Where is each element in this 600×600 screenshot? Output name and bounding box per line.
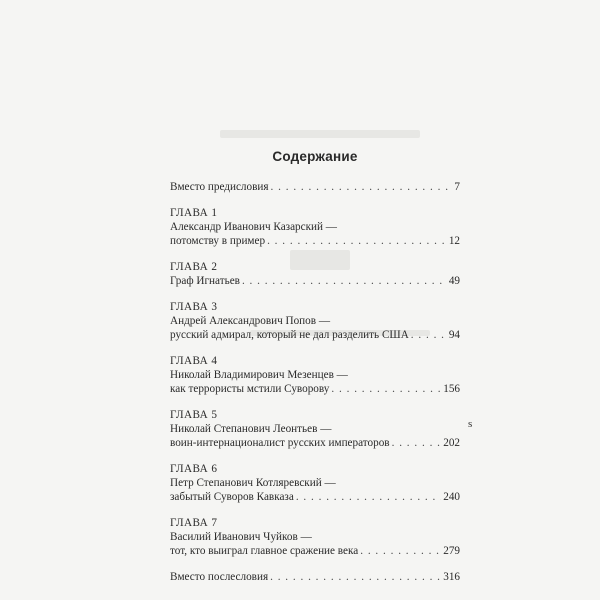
- dot-leader: [392, 436, 442, 450]
- chapter-title: Николай Степанович Леонтьев —: [170, 423, 332, 435]
- page-number: 94: [448, 329, 460, 341]
- toc-title: Содержание: [272, 149, 358, 164]
- toc-line: [170, 234, 460, 248]
- page-number: 12: [448, 235, 460, 247]
- entry-title: Вместо предисловия: [170, 181, 269, 193]
- page-number: 316: [443, 571, 460, 583]
- dot-leader: [411, 328, 447, 342]
- margin-mark: ѕ: [468, 418, 473, 430]
- dot-leader: [242, 274, 447, 288]
- toc-entry-afterword: [170, 570, 460, 584]
- entry-title: Вместо послесловия: [170, 571, 269, 583]
- chapter-subtitle: русский адмирал, который не дал разделить США: [170, 329, 409, 341]
- page-number: 202: [443, 437, 460, 449]
- toc-line: [170, 382, 460, 396]
- chapter-title: Александр Иванович Казарский —: [170, 221, 337, 233]
- toc-line: [170, 328, 460, 342]
- page-number: 156: [443, 383, 460, 395]
- dot-leader: [331, 382, 441, 396]
- chapter-label: ГЛАВА 7: [170, 517, 218, 529]
- chapter-title: Николай Владимирович Мезенцев —: [170, 369, 348, 381]
- chapter-title: Петр Степанович Котляревский —: [170, 477, 336, 489]
- chapter-subtitle: потомству в пример: [170, 235, 266, 247]
- dot-leader: [360, 544, 441, 558]
- dot-leader: [296, 490, 441, 504]
- toc-entry-chapter-6: [170, 462, 460, 504]
- toc-entry-chapter-7: [170, 516, 460, 558]
- chapter-subtitle: тот, кто выиграл главное сражение века: [170, 545, 359, 557]
- chapter-label: ГЛАВА 2: [170, 261, 218, 273]
- toc-entry-chapter-2: [170, 260, 460, 288]
- toc-entry-preface: [170, 180, 460, 194]
- chapter-subtitle: воин-интернационалист русских императоров: [170, 437, 390, 449]
- toc-line: [170, 544, 460, 558]
- toc-line: [170, 490, 460, 504]
- chapter-subtitle: как террористы мстили Суворову: [170, 383, 330, 395]
- chapter-label: ГЛАВА 1: [170, 207, 218, 219]
- chapter-label: ГЛАВА 6: [170, 463, 218, 475]
- toc-entry-chapter-5: [170, 408, 460, 450]
- toc-entry-chapter-3: [170, 300, 460, 342]
- chapter-subtitle: забытый Суворов Кавказа: [170, 491, 294, 503]
- dot-leader: [270, 570, 441, 584]
- table-of-contents: [170, 150, 460, 596]
- page-number: 240: [443, 491, 460, 503]
- page-number: 7: [454, 181, 460, 193]
- dot-leader: [267, 234, 447, 248]
- toc-line: [170, 436, 460, 450]
- toc-line: [170, 570, 460, 584]
- page-number: 279: [443, 545, 460, 557]
- toc-entry-chapter-1: [170, 206, 460, 248]
- dot-leader: [271, 180, 453, 194]
- chapter-title: Василий Иванович Чуйков —: [170, 531, 312, 543]
- chapter-title: Граф Игнатьев: [170, 275, 240, 287]
- toc-entry-chapter-4: [170, 354, 460, 396]
- chapter-title: Андрей Александрович Попов —: [170, 315, 331, 327]
- toc-line: [170, 180, 460, 194]
- toc-line: [170, 274, 460, 288]
- show-through-block: [220, 130, 420, 138]
- chapter-label: ГЛАВА 4: [170, 355, 218, 367]
- chapter-label: ГЛАВА 5: [170, 409, 218, 421]
- page-number: 49: [448, 275, 460, 287]
- chapter-label: ГЛАВА 3: [170, 301, 218, 313]
